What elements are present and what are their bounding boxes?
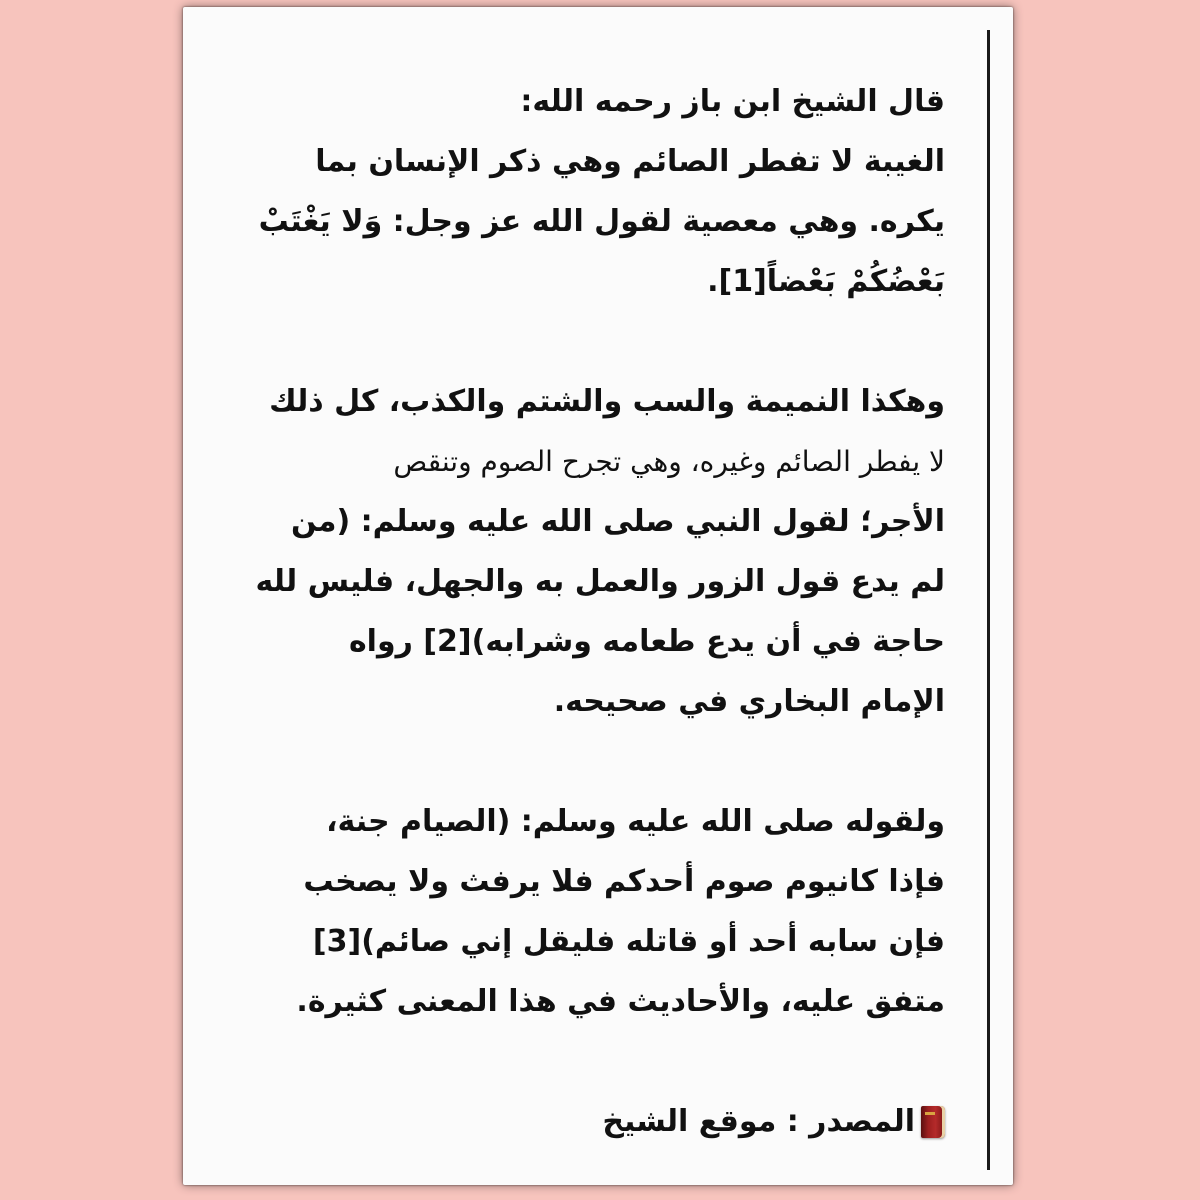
text-line: فإذا كانيوم صوم أحدكم فلا يرفث ولا يصخب [303, 864, 945, 899]
text-line: الغيبة لا تفطر الصائم وهي ذكر الإنسان بما [315, 144, 945, 179]
text-line: بَعْضُكُمْ بَعْضاً[1]. [707, 264, 945, 299]
paragraph-gap [240, 312, 945, 372]
source-label: المصدر : موقع الشيخ [602, 1104, 915, 1139]
text-line: لم يدع قول الزور والعمل به والجهل، فليس لله [255, 564, 945, 599]
paragraph-gap [240, 1032, 945, 1092]
text-line: الأجر؛ لقول النبي صلى الله عليه وسلم: (من [290, 504, 945, 539]
book-icon [921, 1106, 945, 1138]
source-line [240, 1092, 945, 1152]
text-line: يكره. وهي معصية لقول الله عز وجل: وَلا يَغْتَبْ [258, 204, 945, 239]
text-line: حاجة في أن يدع طعامه وشرابه)[2] رواه [348, 624, 945, 659]
paragraph-gap [240, 732, 945, 792]
text-line: قال الشيخ ابن باز رحمه الله: [520, 84, 945, 119]
margin-rule [987, 30, 990, 1170]
text-line: ولقوله صلى الله عليه وسلم: (الصيام جنة، [326, 804, 945, 839]
text-line: متفق عليه، والأحاديث في هذا المعنى كثيرة. [296, 984, 945, 1019]
text-line: وهكذا النميمة والسب والشتم والكذب، كل ذلك [269, 384, 945, 419]
text-line: فإن سابه أحد أو قاتله فليقل إني صائم)[3] [312, 924, 945, 959]
text-line: لا يفطر الصائم وغيره، وهي تجرح الصوم وتنقص [393, 445, 945, 478]
fatwa-text [240, 72, 945, 1152]
text-line: الإمام البخاري في صحيحه. [553, 684, 945, 719]
